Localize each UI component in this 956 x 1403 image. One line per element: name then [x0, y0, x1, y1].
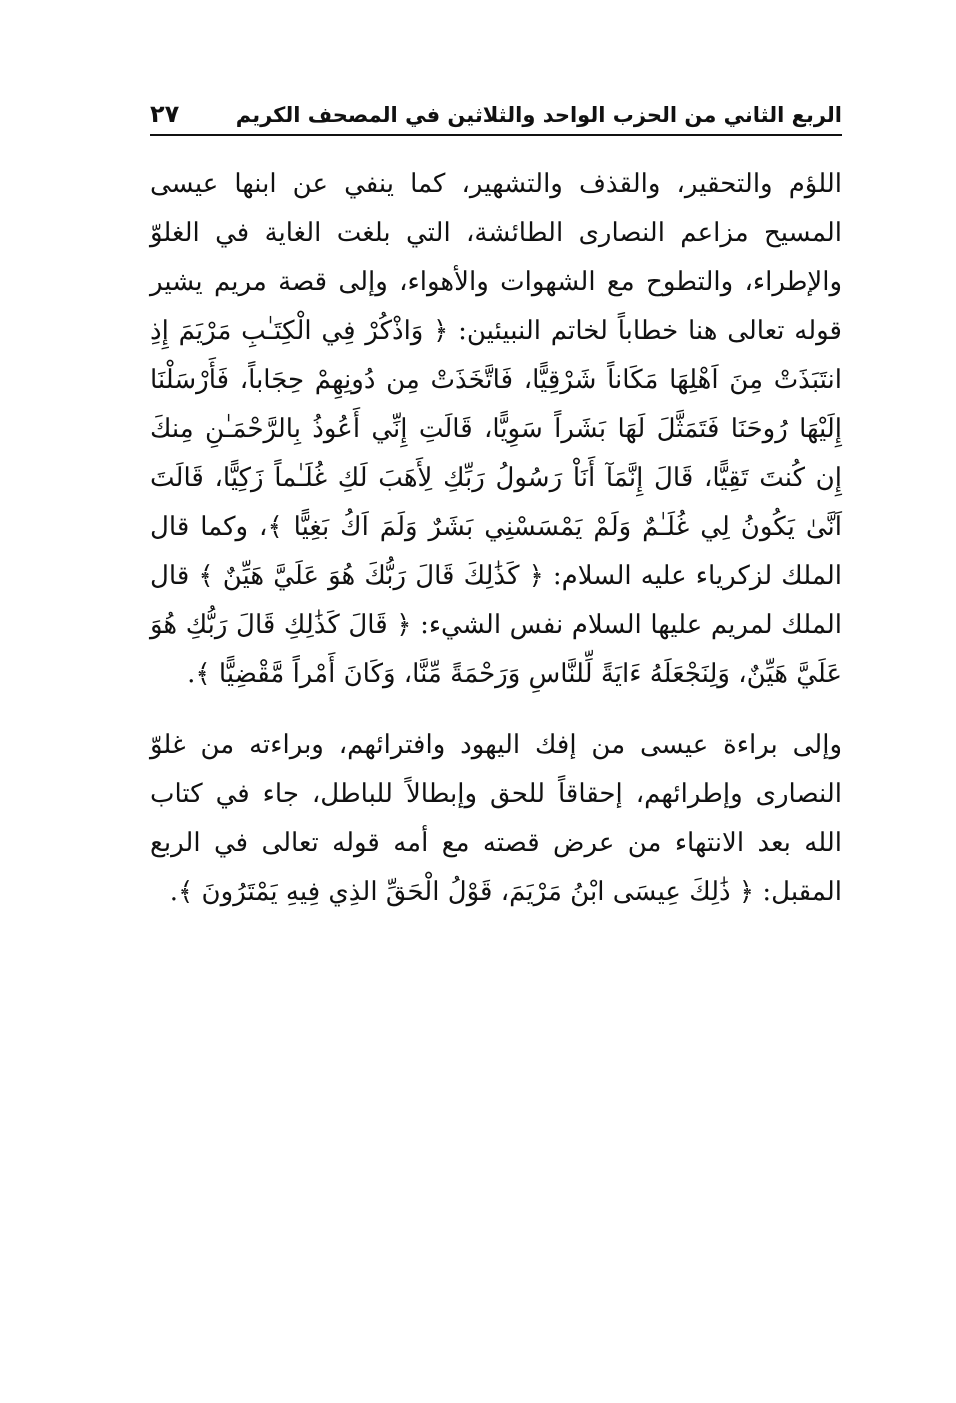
header-title: الربع الثاني من الحزب الواحد والثلاثين في المصحف الكريم — [235, 103, 842, 127]
body-text — [150, 160, 842, 917]
paragraph-1: اللؤم والتحقير، والقذف والتشهير، كما ينفي عن ابنها عيسى المسيح مزاعم النصارى الطائشة، التي بلغت الغاية في الغلوّ والإطراء، والتطوح مع الشهوات والأهواء، وإلى قصة مريم يشير قوله تعالى هنا خطاباً لخاتم النبيئين: ﴿ وَاذْكُرْ فِي الْكِتَـٰبِ مَرْيَمَ إِذِ انتَبَذَتْ مِنَ اَهْلِهَا مَكَاناً شَرْقِيًّا، فَاتَّخَذَتْ مِن دُونِهِمْ حِجَاباً، فَأَرْسَلْنَا إِلَيْهَا رُوحَنَا فَتَمَثَّلَ لَهَا بَشَراً سَوِيًّا، قَالَتِ إِنِّي أَعُوذُ بِالرَّحْمَـٰنِ مِنكَ إِن كُنتَ تَقِيًّا، قَالَ إِنَّمَآ أَنَاْ رَسُولُ رَبِّكِ لِأَهَبَ لَكِ غُلَـٰماً زَكِيًّا، قَالَتَ اَنَّىٰ يَكُونُ لِي غُلَـٰمٌ وَلَمْ يَمْسَسْنِي بَشَرٌ وَلَمَ اَكُ بَغِيًّا ﴾، وكما قال الملك لزكرياء عليه السلام: ﴿ كَذَٰلِكَ قَالَ رَبُّكَ هُوَ عَلَيَّ هَيِّنٌ ﴾ قال الملك لمريم عليها السلام نفس الشيء: ﴿ قَالَ كَذَٰلِكِ قَالَ رَبُّكِ هُوَ عَلَيَّ هَيِّنٌ، وَلِنَجْعَلَهُ ءَايَةً لِّلنَّاسِ وَرَحْمَةً مِّنَّا، وَكَانَ أَمْراً مَّقْضِيًّا ﴾. — [150, 169, 842, 689]
header-divider — [150, 134, 842, 136]
page-number: ٢٧ — [150, 100, 180, 128]
paragraph-2: وإلى براءة عيسى من إفك اليهود وافترائهم، وبراءته من غلوّ النصارى وإطرائهم، إحقاقاً للحق وإبطالاً للباطل، جاء في كتاب الله بعد الانتهاء من عرض قصته مع أمه قوله تعالى في الربع المقبل: ﴿ ذَٰلِكَ عِيسَى ابْنُ مَرْيَمَ، قَوْلُ الْحَقِّ الذِي فِيهِ يَمْتَرُونَ ﴾. — [150, 730, 842, 907]
running-header — [150, 92, 842, 132]
